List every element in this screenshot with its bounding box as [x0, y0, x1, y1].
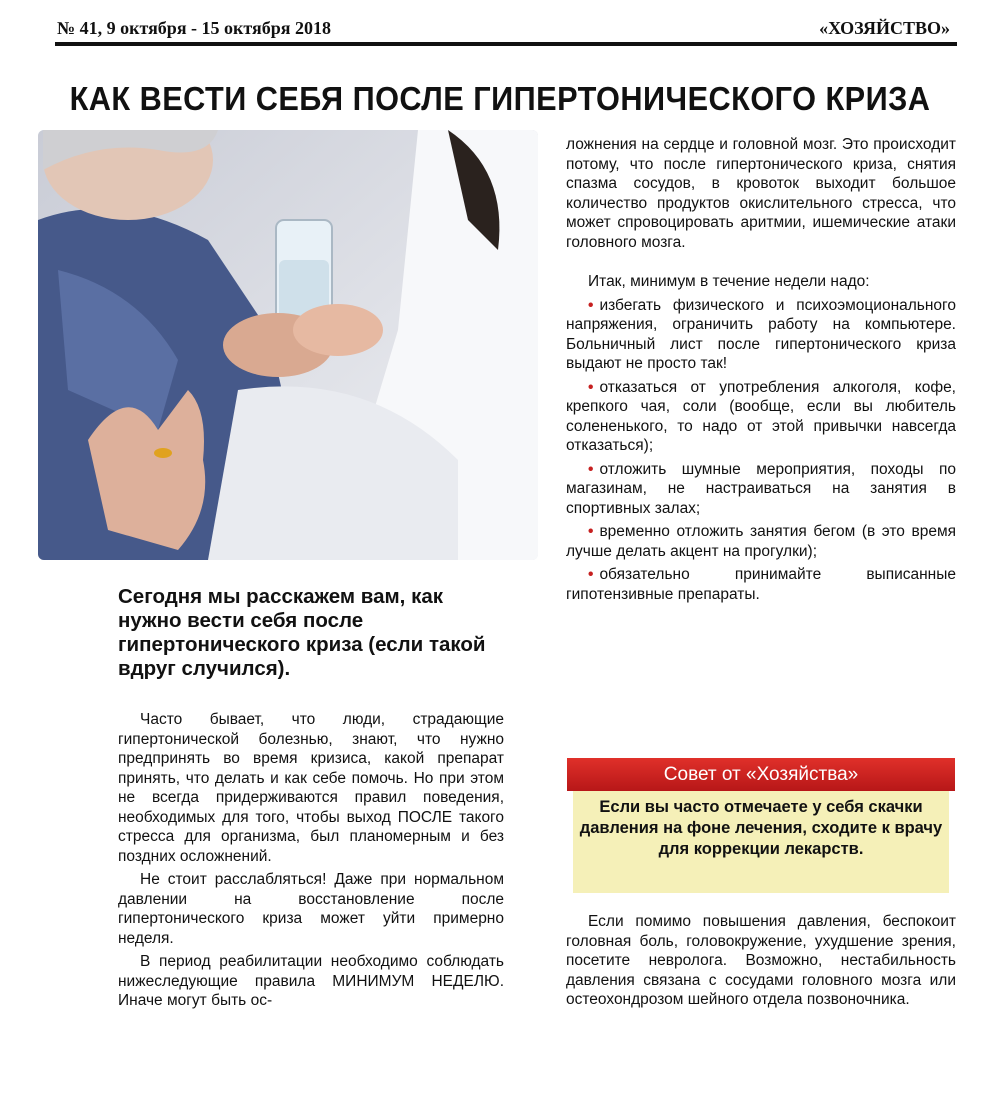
closing-paragraph: [566, 912, 956, 1014]
article-photo: [38, 130, 538, 560]
list-item: • временно отложить занятия бегом (в это время лучше делать акцент на прогулки);: [566, 523, 956, 560]
bullet-icon: •: [588, 523, 594, 540]
advice-heading: Совет от «Хозяйства»: [567, 758, 955, 791]
list-item: • отказаться от употребления алкоголя, кофе, крепкого чая, соли (вообще, если вы любитель солененького, то надо от этой привычки навсегда отказаться);: [566, 378, 956, 454]
bullet-icon: •: [588, 460, 594, 478]
paragraph: Часто бывает, что люди, страдающие гипертонической болезнью, знают, что нужно предпринять во время кризиса, какой препарат принять, что делать и как себе помочь. Но при этом не всегда придерживаются правил поведения, необходимых для того, чтобы выход ПОСЛЕ такого стресса для организма, был планомерным и без поздних осложнений.: [118, 711, 504, 865]
photo-illustration: [38, 130, 538, 560]
advice-box: Если вы часто отмечаете у себя скачки давления на фоне лечения, сходите к врачу для коррекции лекарств.: [573, 791, 949, 893]
paragraph: ложнения на сердце и головной мозг. Это происходит потому, что после гипертонического криза, снятия спазма сосудов, в кровоток выходит большое количество продуктов окислительного стресса, что может спровоцировать аритмии, ишемические атаки головного мозга.: [566, 136, 956, 251]
article-title: КАК ВЕСТИ СЕБЯ ПОСЛЕ ГИПЕРТОНИЧЕСКОГО КРИЗА: [69, 80, 931, 117]
list-item: • обязательно принимайте выписанные гипотензивные препараты.: [566, 566, 956, 603]
list-item: • отложить шумные мероприятия, походы по магазинам, не настраиваться на занятия в спортивных залах;: [566, 460, 956, 517]
header-rule: [55, 42, 957, 46]
list-intro: Итак, минимум в течение недели надо:: [588, 273, 870, 290]
recommendation-list: [566, 296, 956, 605]
paragraph: В период реабилитации необходимо соблюдать нижеследующие правила МИНИМУМ НЕДЕЛЮ. Иначе могут быть ос-: [118, 953, 504, 1009]
paragraph: Не стоит расслабляться! Даже при нормальном давлении на восстановление после гипертонического криза может уйти примерно неделя.: [118, 871, 504, 947]
bullet-icon: •: [588, 566, 594, 583]
article-lead: Сегодня мы расскажем вам, как нужно вести себя после гипертонического криза (если такой вдруг случился).: [118, 585, 486, 680]
newspaper-name: «ХОЗЯЙСТВО»: [819, 18, 950, 38]
bullet-icon: •: [588, 296, 594, 314]
issue-info: № 41, 9 октября - 15 октября 2018: [57, 18, 332, 38]
bullet-icon: •: [588, 378, 594, 396]
column-left: [118, 710, 504, 1015]
column-right: [566, 135, 956, 608]
newspaper-header: [57, 18, 950, 42]
paragraph: Если помимо повышения давления, беспокоит головная боль, головокружение, ухудшение зрения, посетите невролога. Возможно, нестабильность давления связана с сосудами головного мозга или остеохондрозом шейного отдела позвоночника.: [566, 913, 956, 1008]
list-item: • избегать физического и психоэмоционального напряжения, ограничить работу на компьютере. Больничный лист после гипертонического криза выдают не просто так!: [566, 296, 956, 372]
